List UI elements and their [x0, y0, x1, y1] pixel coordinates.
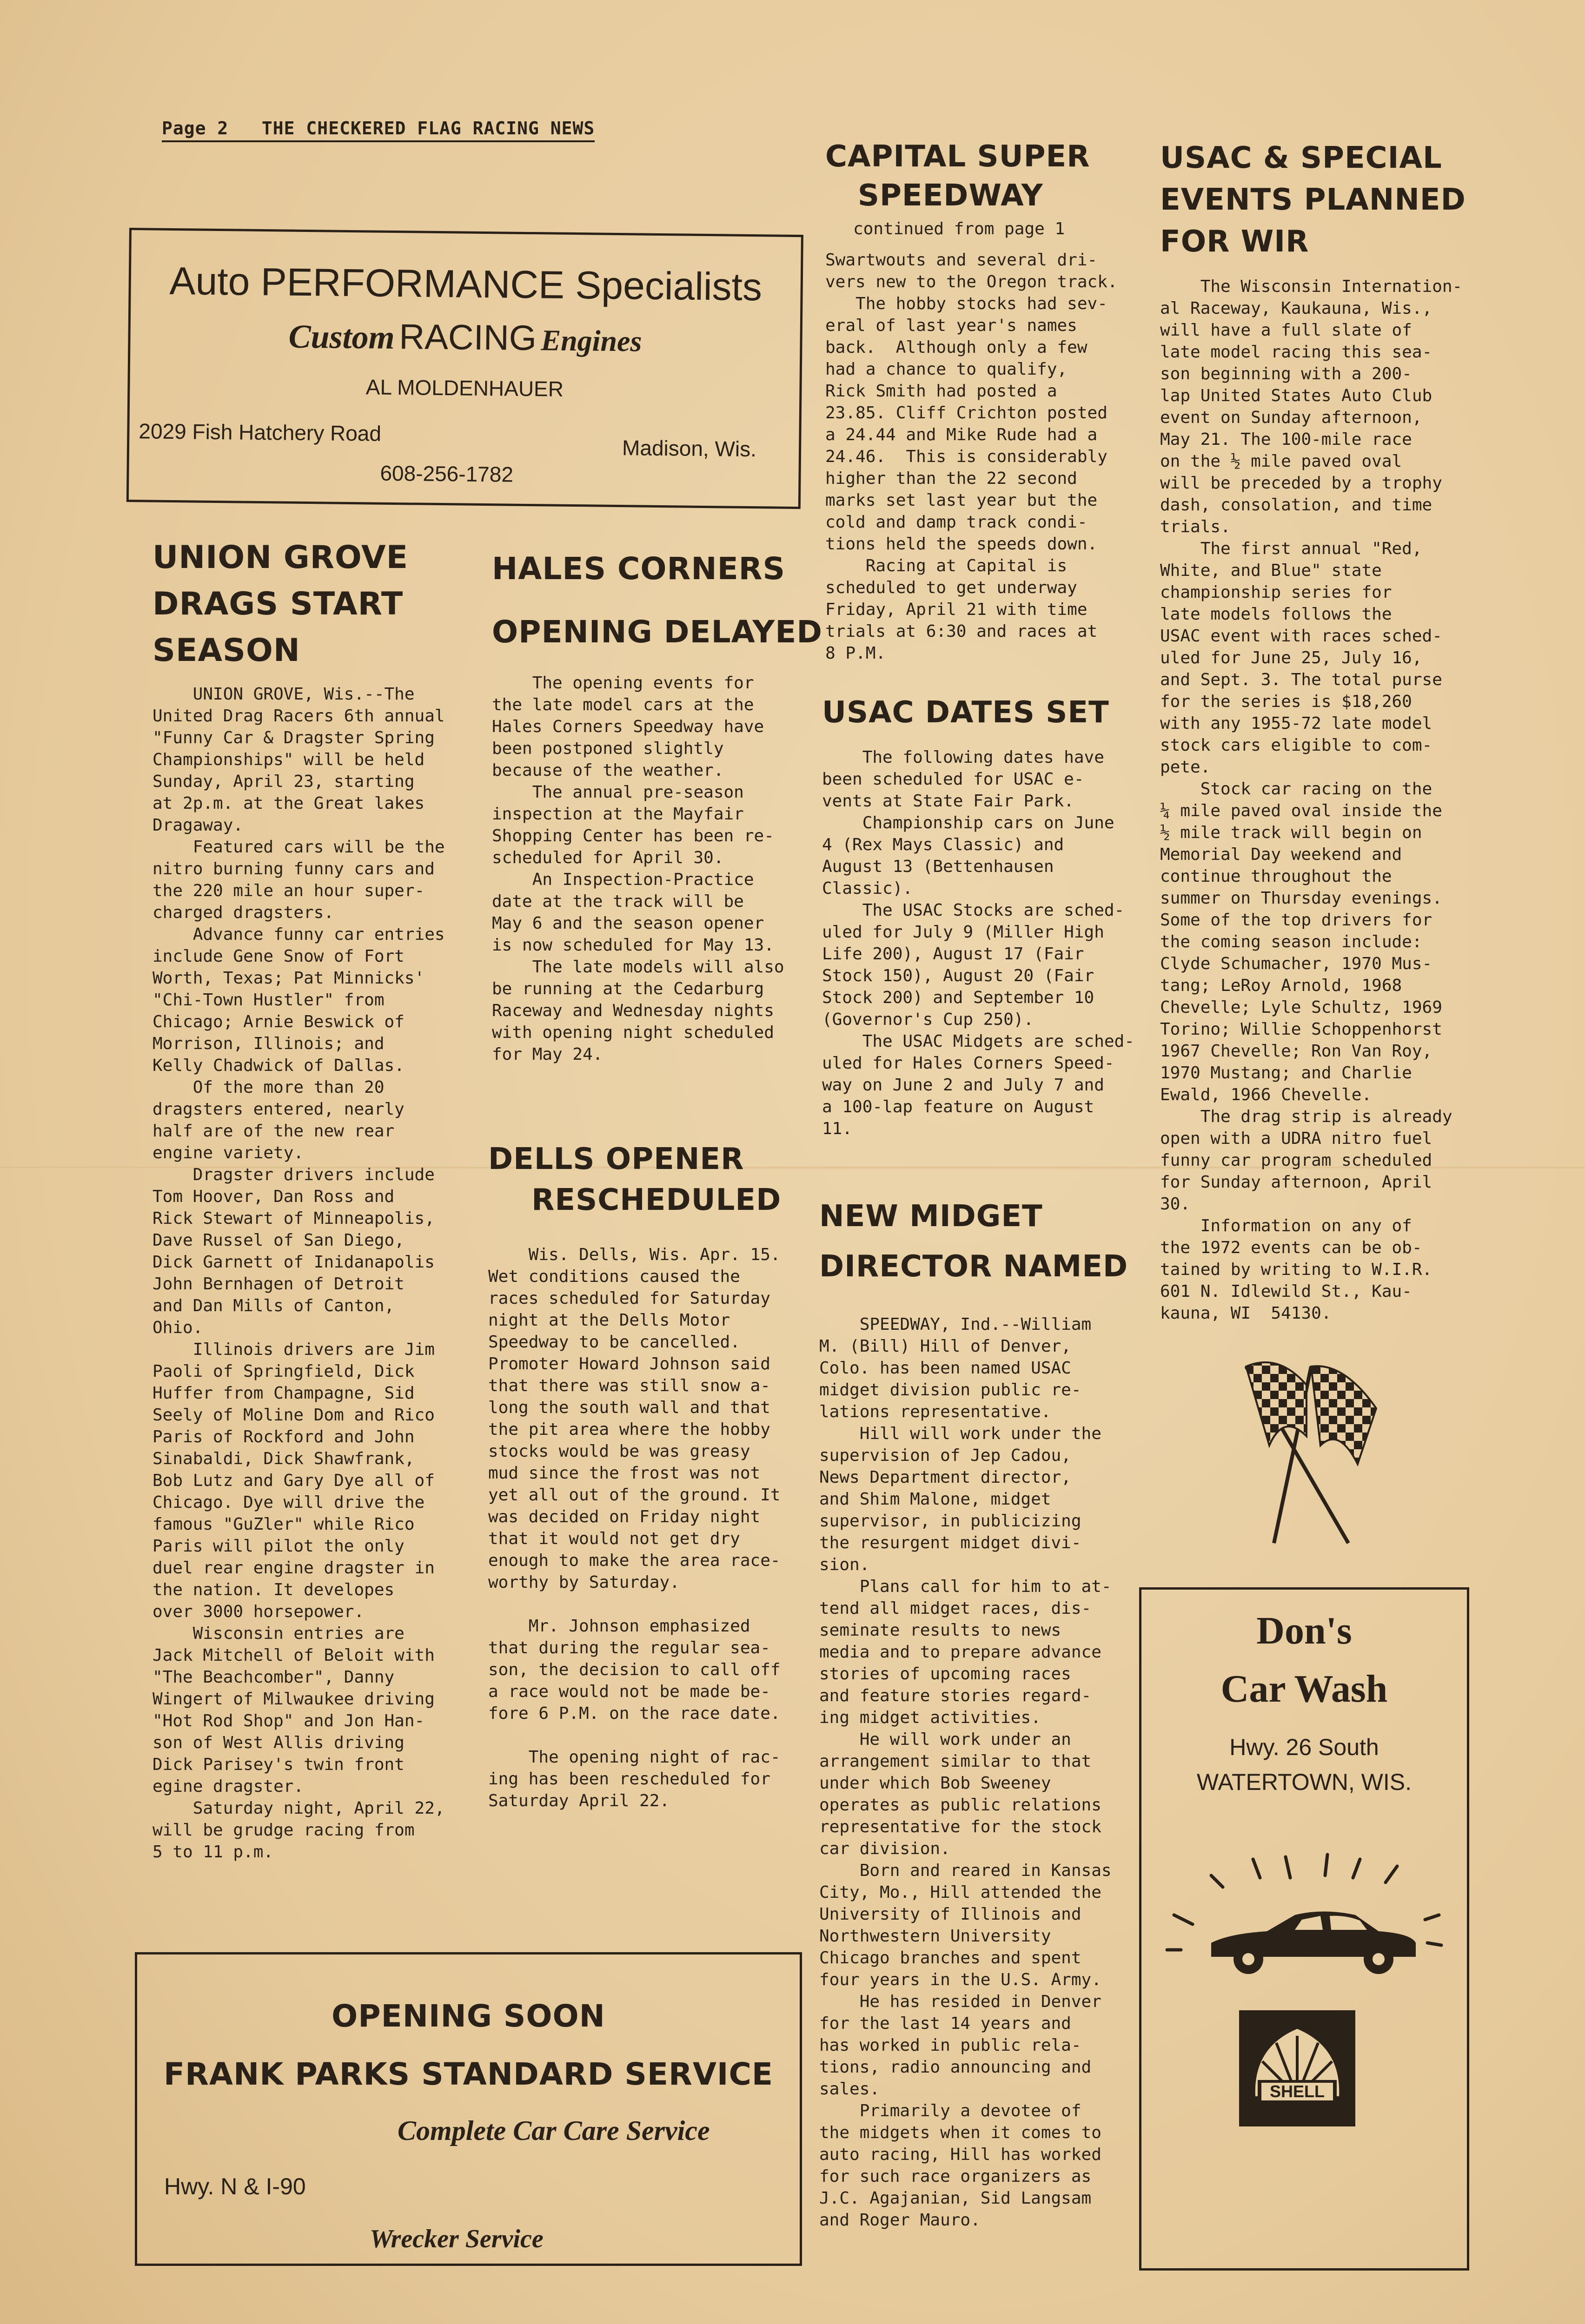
- shell-logo-icon: [1239, 2010, 1355, 2126]
- capital-continued: continued from page 1: [853, 219, 1065, 238]
- ad-city: Madison, Wis.: [622, 436, 757, 462]
- frank-ad-tagline: Complete Car Care Service: [398, 2115, 710, 2146]
- midget-headline: NEW MIDGET DIRECTOR NAMED: [819, 1199, 1128, 1284]
- usac-special-headline: USAC & SPECIAL EVENTS PLANNED FOR WIR: [1160, 141, 1466, 259]
- usac-dates-headline: USAC DATES SET: [822, 695, 1109, 730]
- ad-address: 2029 Fish Hatchery Road: [139, 419, 382, 446]
- union-grove-headline: UNION GROVE DRAGS START SEASON: [153, 539, 409, 669]
- frank-ad-location: Hwy. N & I-90: [164, 2173, 306, 2199]
- ad-subtitle: Custom RACING Engines: [288, 317, 642, 358]
- dons-title-2: Car Wash: [1220, 1667, 1388, 1710]
- dells-body: Wis. Dells, Wis. Apr. 15. Wet conditions caused the races scheduled for Saturday night at the Dells Motor Speedway to be cancelled. Promoter Howard Johnson said that there was still snow a- long the south wall and that the pit area where the hobby stocks would be was greasy mud since the frost was not yet all out of the ground. It was decided on Friday night that it would not get dry enough to make the area race- worthy by Saturday. Mr. Johnson emphasized that during the regular sea- son, the decision to call off a race would not be made be- fore 6 P.M. on the race date. The opening night of rac- ing has been rescheduled for Saturday April 22.: [488, 1245, 781, 1810]
- frank-ad-name: FRANK PARKS STANDARD SERVICE: [163, 2056, 773, 2092]
- ad-title: Auto PERFORMANCE Specialists: [169, 258, 763, 309]
- ad-owner: AL MOLDENHAUER: [365, 375, 564, 401]
- page-header: [162, 118, 595, 142]
- hales-corners-body: The opening events for the late model cars at the Hales Corners Speedway have been postponed slightly because of the weather. The annual pre-season inspection at the Mayfair Shopping Center has been re- scheduled for April 30. An Inspection-Practice date at the track will be May 6 and the season opener is now scheduled for May 13. The late models will also be running at the Cedarburg Raceway and Wednesday nights with opening night scheduled for May 24.: [492, 673, 784, 1064]
- hales-corners-headline: HALES CORNERS OPENING DELAYED: [492, 551, 823, 650]
- paper-title: THE CHECKERED FLAG RACING NEWS: [261, 118, 595, 139]
- midget-director-article: [819, 1199, 1128, 2231]
- frank-ad-wrecker: Wrecker Service: [370, 2225, 544, 2253]
- dons-line-2: WATERTOWN, WIS.: [1196, 1769, 1412, 1795]
- usac-special-body: The Wisconsin Internation- al Raceway, Kaukauna, Wis., will have a full slate of late model racing this sea- son beginning with a 200- lap United States Auto Club event on Sunday afternoon, May 21. The 100-mile race on the ½ mile paved oval will be preceded by a trophy dash, consolation, and time trials. The first annual "Red, White, and Blue" state championship series for late models follows the USAC event with races sched- uled for June 25, July 16, and Sept. 3. The total purse for the series is $18,260 with any 1955-72 late model stock cars eligible to com- pete. Stock car racing on the ¼ mile paved oval inside the ½ mile track will begin on Memorial Day weekend and continue throughout the summer on Thursday evenings. Some of the top drivers for the coming season include: Clyde Schumacher, 1970 Mus- tang; LeRoy Arnold, 1968 Chevelle; Lyle Schultz, 1969 Torino; Willie Schoppenhorst 1967 Chevelle; Ron Van Roy, 1970 Mustang; and Charlie Ewald, 1966 Chevelle. The drag strip is already open with a UDRA nitro fuel funny car program scheduled for Sunday afternoon, April 30. Information on any of the 1972 events can be ob- tained by writing to W.I.R. 601 N. Idlewild St., Kau- kauna, WI 54130.: [1160, 277, 1463, 1323]
- capital-article: [825, 137, 1118, 664]
- auto-performance-ad: [126, 228, 803, 509]
- usac-special-article: [1160, 137, 1466, 1324]
- dells-headline: DELLS OPENER RESCHEDULED: [488, 1142, 782, 1217]
- car-icon: [1160, 1850, 1448, 2003]
- frank-ad-title: OPENING SOON: [332, 1998, 605, 2034]
- hales-corners-article: [492, 553, 822, 1065]
- usac-dates-body: The following dates have been scheduled for USAC e- vents at State Fair Park. Championship cars on June 4 (Rex Mays Classic) and August 13 (Bettenhausen Classic). The USAC Stocks are sched- uled for July 9 (Miller High Life 200), August 17 (Fair Stock 150), August 20 (Fair Stock 200) and September 10 (Governor's Cup 250). The USAC Midgets are sched- uled for Hales Corners Speed- way on June 2 and July 7 and a 100-lap feature on August 11.: [822, 748, 1134, 1138]
- shell-logo-text: SHELL: [1269, 2082, 1325, 2101]
- midget-body: SPEEDWAY, Ind.--William M. (Bill) Hill of Denver, Colo. has been named USAC midget division public re- lations representative. Hill will work under the supervision of Jep Cadou, News Department director, and Shim Malone, midget supervisor, in publicizing the resurgent midget divi- sion. Plans call for him to at- tend all midget races, dis- seminate results to news media and to prepare advance stories of upcoming races and feature stories regard- ing midget activities. He will work under an arrangement similar to that under which Bob Sweeney operates as public relations representative for the stock car division. Born and reared in Kansas City, Mo., Hill attended the University of Illinois and Northwestern University Chicago branches and spent four years in the U.S. Army. He has resided in Denver for the last 14 years and has worked in public rela- tions, radio announcing and sales. Primarily a devotee of the midgets when it comes to auto racing, Hill has worked for such race organizers as J.C. Agajanian, Sid Langsam and Roger Mauro.: [819, 1315, 1112, 2230]
- ad-phone: 608-256-1782: [380, 461, 514, 487]
- page-number: Page 2: [162, 118, 229, 139]
- capital-body: Swartwouts and several dri- vers new to the Oregon track. The hobby stocks had sev- eral of last year's names back. Although only a few had a chance to qualify, Rick Smith had posted a 23.85. Cliff Crichton posted a 24.44 and Mike Rude had a 24.46. This is considerably higher than the 22 second marks set last year but the cold and damp track condi- tions held the speeds down. Racing at Capital is scheduled to get underway Friday, April 21 with time trials at 6:30 and races at 8 P.M.: [825, 251, 1118, 663]
- usac-dates-article: [822, 693, 1134, 1140]
- dons-car-wash-ad: [1139, 1587, 1469, 2271]
- union-grove-article: [153, 535, 445, 1863]
- dells-article: [488, 1139, 781, 1812]
- union-grove-body: UNION GROVE, Wis.--The United Drag Racers 6th annual "Funny Car & Dragster Spring Championships" will be held Sunday, April 23, starting at 2p.m. at the Great lakes Dragaway. Featured cars will be the nitro burning funny cars and the 220 mile an hour super- charged dragsters. Advance funny car entries include Gene Snow of Fort Worth, Texas; Pat Minnicks' "Chi-Town Hustler" from Chicago; Arnie Beswick of Morrison, Illinois; and Kelly Chadwick of Dallas. Of the more than 20 dragsters entered, nearly half are of the new rear engine variety. Dragster drivers include Tom Hoover, Dan Ross and Rick Stewart of Minneapolis, Dave Russel of San Diego, Dick Garnett of Inidanapolis John Bernhagen of Detroit and Dan Mills of Canton, Ohio. Illinois drivers are Jim Paoli of Springfield, Dick Huffer from Champagne, Sid Seely of Moline Dom and Rico Paris of Rockford and John Sinabaldi, Dick Shawfrank, Bob Lutz and Gary Dye all of Chicago. Dye will drive the famous "GuZler" while Rico Paris will pilot the only duel rear engine dragster in the nation. It developes over 3000 horsepower. Wisconsin entries are Jack Mitchell of Beloit with "The Beachcomber", Danny Wingert of Milwaukee driving "Hot Rod Shop" and Jon Han- son of West Allis driving Dick Parisey's twin front egine dragster. Saturday night, April 22, will be grudge racing from 5 to 11 p.m.: [153, 685, 445, 1862]
- frank-parks-ad: [135, 1952, 802, 2266]
- dons-title-1: Don's: [1256, 1609, 1352, 1652]
- checkered-flags-icon: [1237, 1357, 1395, 1552]
- dons-line-1: Hwy. 26 South: [1229, 1734, 1379, 1760]
- capital-headline: CAPITAL SUPER SPEEDWAY: [825, 139, 1090, 213]
